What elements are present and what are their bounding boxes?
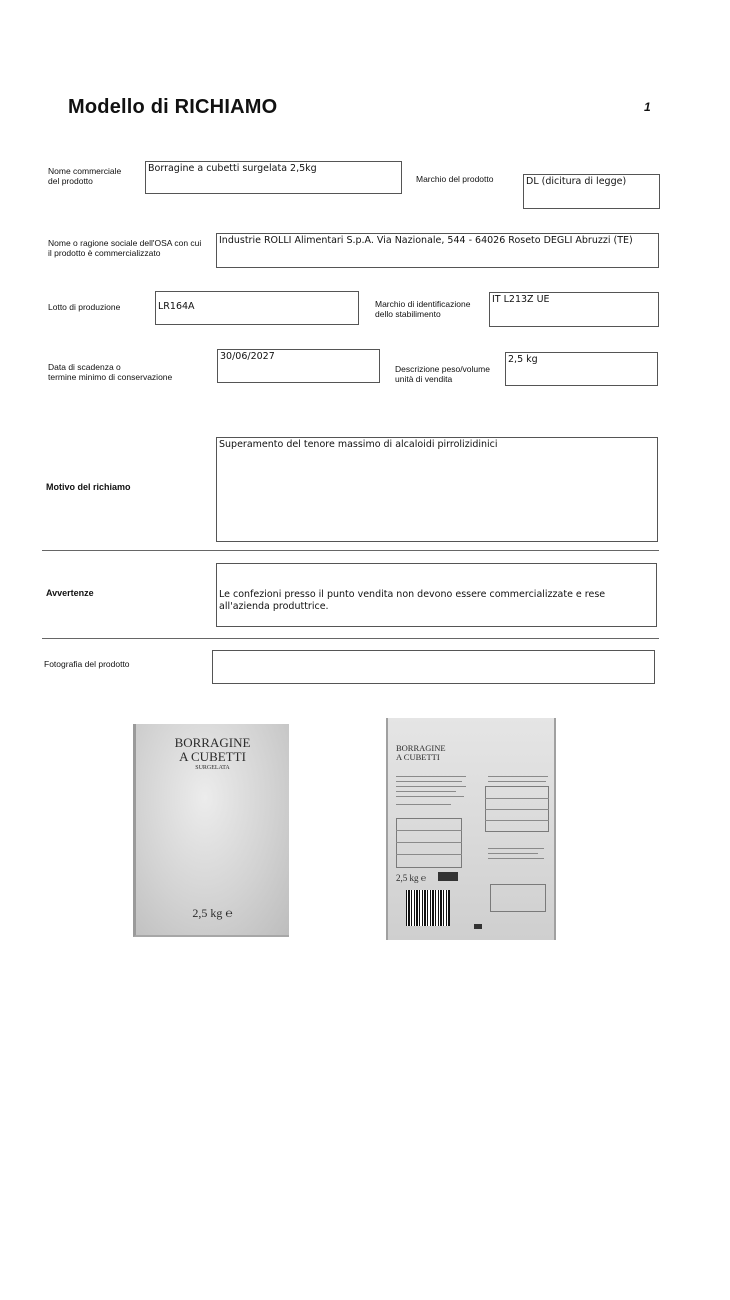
scadenza-field[interactable]: 30/06/2027 — [217, 349, 380, 383]
product-photo-back — [386, 718, 556, 940]
back-label-box — [490, 884, 546, 912]
osa-label: Nome o ragione sociale dell'OSA con cui il prodotto è commercializzato — [48, 238, 202, 258]
fotografia-label: Fotografia del prodotto — [44, 659, 130, 669]
motivo-label: Motivo del richiamo — [46, 482, 131, 492]
marchio-prodotto-field[interactable]: DL (dicitura di legge) — [523, 174, 660, 209]
front-bag-name: BORRAGINE A CUBETTI SURGELATA — [174, 735, 251, 771]
front-bag-weight: 2,5 kg ℮ — [192, 906, 233, 920]
page-number: 1 — [644, 100, 651, 114]
divider-2 — [42, 638, 659, 639]
back-logo-block — [438, 872, 458, 881]
lotto-label: Lotto di produzione — [48, 302, 121, 312]
marchio-stabilimento-label: Marchio di identificazione dello stabilimento — [375, 299, 471, 319]
back-mark — [474, 924, 482, 929]
osa-field[interactable]: Industrie ROLLI Alimentari S.p.A. Via Nazionale, 544 - 64026 Roseto DEGLI Abruzzi (TE) — [216, 233, 659, 268]
lotto-field[interactable]: LR164A — [155, 291, 359, 325]
back-bag-name: BORRAGINE A CUBETTI — [396, 743, 446, 762]
avvertenze-label: Avvertenze — [46, 588, 94, 598]
barcode-icon — [406, 890, 450, 926]
page-title: Modello di RICHIAMO — [68, 96, 278, 118]
marchio-prodotto-label: Marchio del prodotto — [416, 174, 494, 184]
back-info-table — [396, 818, 462, 868]
fotografia-field[interactable] — [212, 650, 655, 684]
avvertenze-field[interactable]: Le confezioni presso il punto vendita non devono essere commercializzate e rese all'azienda produttrice. — [216, 563, 657, 627]
divider-1 — [42, 550, 659, 551]
motivo-field[interactable]: Superamento del tenore massimo di alcaloidi pirrolizidinici — [216, 437, 658, 542]
product-photo-front — [133, 724, 289, 937]
peso-label: Descrizione peso/volume unità di vendita — [395, 364, 490, 384]
nome-commerciale-label: Nome commerciale del prodotto — [48, 166, 122, 186]
nome-commerciale-field[interactable]: Borragine a cubetti surgelata 2,5kg — [145, 161, 402, 194]
scadenza-label: Data di scadenza o termine minimo di conservazione — [48, 362, 173, 382]
back-bag-weight: 2,5 kg ℮ — [396, 873, 427, 883]
marchio-stabilimento-field[interactable]: IT L213Z UE — [489, 292, 659, 327]
peso-field[interactable]: 2,5 kg — [505, 352, 658, 386]
